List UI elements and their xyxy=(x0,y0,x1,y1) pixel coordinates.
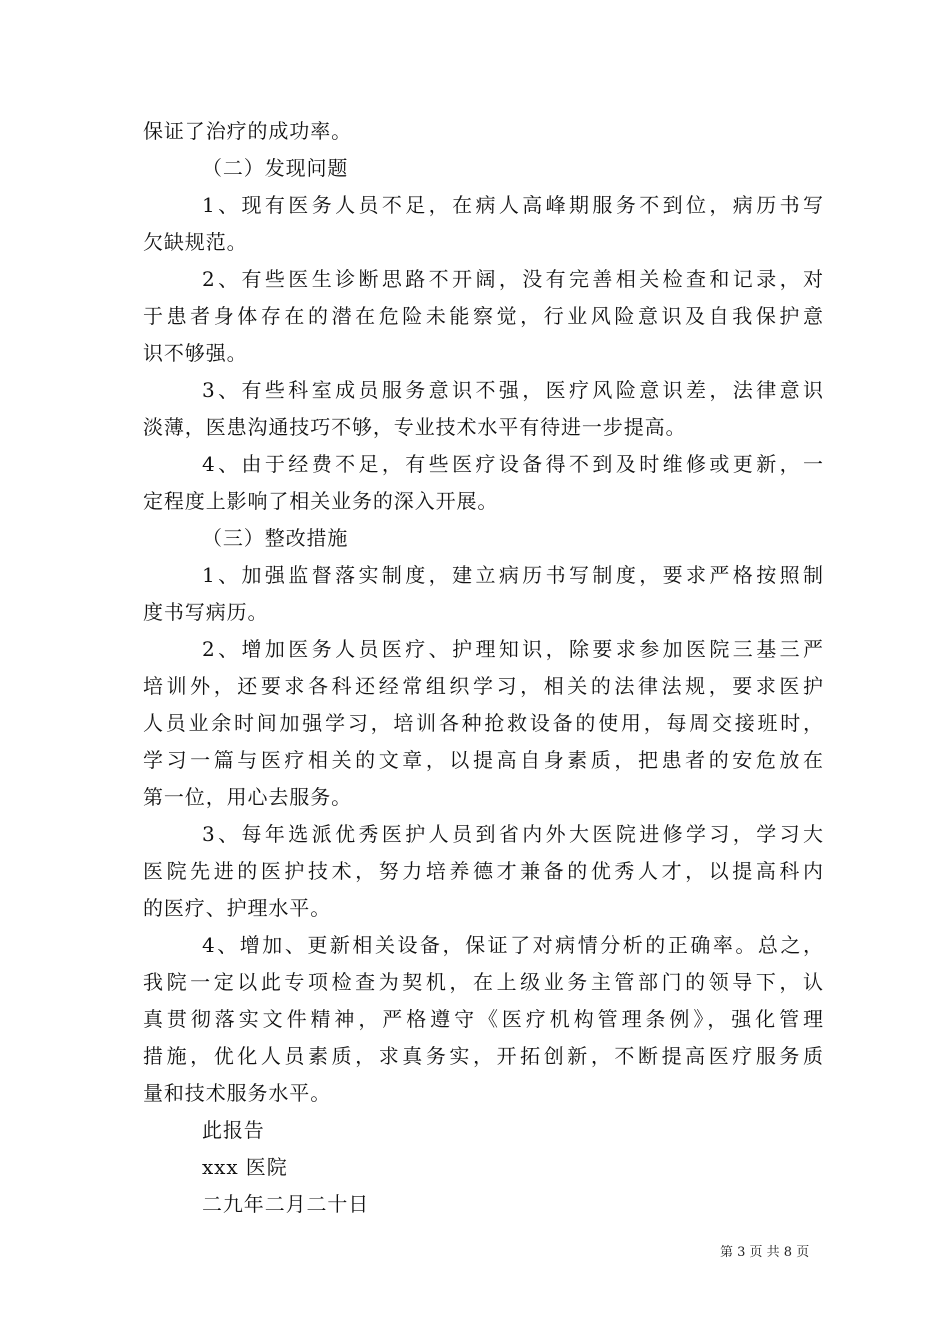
paragraph-line: 第一位，用心去服务。 xyxy=(143,785,352,809)
paragraph-line: 学习一篇与医疗相关的文章，以提高自身素质，把患者的安危放在 xyxy=(143,748,823,772)
closing-report-text: 此报告 xyxy=(202,1118,265,1142)
paragraph-line: 真贯彻落实文件精神，严格遵守《医疗机构管理条例》，强化管理 xyxy=(143,1007,823,1031)
signature-date: 二九年二月二十日 xyxy=(202,1192,370,1216)
paragraph-line: 人员业余时间加强学习，培训各种抢救设备的使用，每周交接班时， xyxy=(143,711,823,735)
paragraph-line: 3、有些科室成员服务意识不强，医疗风险意识差，法律意识 xyxy=(202,378,823,402)
paragraph-line: 欠缺规范。 xyxy=(143,230,248,254)
paragraph-line: 识不够强。 xyxy=(143,341,248,365)
paragraph-line: 3、每年选派优秀医护人员到省内外大医院进修学习，学习大 xyxy=(202,822,823,846)
paragraph-line: 度书写病历。 xyxy=(143,600,269,624)
paragraph-line: 医院先进的医护技术，努力培养德才兼备的优秀人才，以提高科内 xyxy=(143,859,823,883)
paragraph-line: 保证了治疗的成功率。 xyxy=(143,119,352,143)
paragraph-line: 4、由于经费不足，有些医疗设备得不到及时维修或更新，一 xyxy=(202,452,823,476)
paragraph-line: 量和技术服务水平。 xyxy=(143,1081,332,1105)
paragraph-line: 1、加强监督落实制度，建立病历书写制度，要求严格按照制 xyxy=(202,563,823,587)
paragraph-line: 措施，优化人员素质，求真务实，开拓创新，不断提高医疗服务质 xyxy=(143,1044,823,1068)
paragraph-line: 2、有些医生诊断思路不开阔，没有完善相关检查和记录，对 xyxy=(202,267,823,291)
page-number: 第 3 页 共 8 页 xyxy=(720,1245,810,1260)
paragraph-line: 2、增加医务人员医疗、护理知识，除要求参加医院三基三严 xyxy=(202,637,823,661)
paragraph-line: 淡薄，医患沟通技巧不够，专业技术水平有待进一步提高。 xyxy=(143,415,687,439)
section-heading-measures: （三）整改措施 xyxy=(202,526,349,550)
paragraph-line: 我院一定以此专项检查为契机，在上级业务主管部门的领导下，认 xyxy=(143,970,823,994)
document-body xyxy=(143,113,823,1223)
paragraph-line: 于患者身体存在的潜在危险未能察觉，行业风险意识及自我保护意 xyxy=(143,304,823,328)
signature-hospital-name: xxx 医院 xyxy=(202,1155,288,1179)
paragraph-line: 4、增加、更新相关设备，保证了对病情分析的正确率。总之， xyxy=(202,933,823,957)
paragraph-line: 定程度上影响了相关业务的深入开展。 xyxy=(143,489,499,513)
paragraph-line: 1、现有医务人员不足，在病人高峰期服务不到位，病历书写 xyxy=(202,193,823,217)
section-heading-problems: （二）发现问题 xyxy=(202,156,349,180)
paragraph-line: 的医疗、护理水平。 xyxy=(143,896,332,920)
paragraph-line: 培训外，还要求各科还经常组织学习，相关的法律法规，要求医护 xyxy=(143,674,823,698)
